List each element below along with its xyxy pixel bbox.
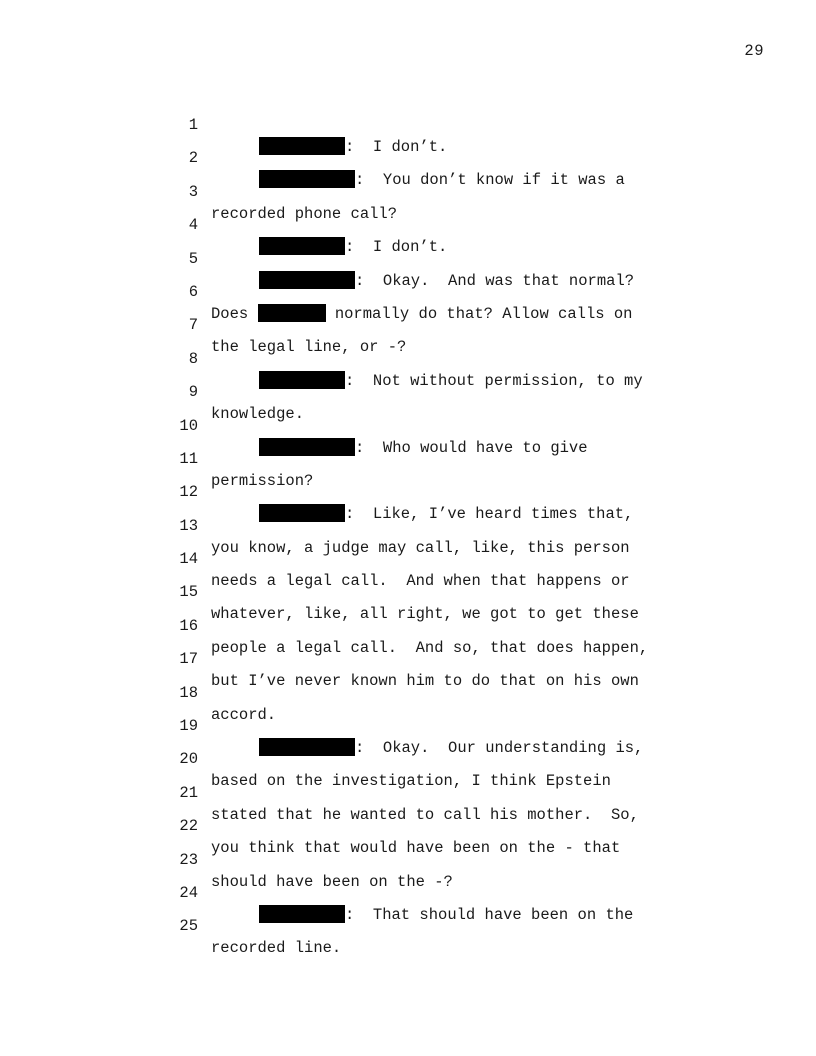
transcript-line [0, 426, 816, 490]
speaker-remark: : Who would have to give [355, 438, 588, 457]
transcript-line [0, 326, 816, 390]
line-number: 8 [188, 349, 198, 368]
line-number: 15 [179, 583, 198, 602]
line-text: recorded phone call? [211, 204, 398, 223]
transcript-line [0, 593, 816, 657]
line-number: 9 [188, 383, 198, 402]
line-number: 13 [179, 516, 198, 535]
transcript-line [0, 292, 816, 357]
transcript-line [0, 493, 816, 557]
transcript-line [0, 626, 816, 691]
line-number: 20 [179, 750, 198, 769]
line-text: needs a legal call. And when that happens or [211, 572, 630, 591]
transcript-line [0, 893, 816, 958]
transcript-line [0, 660, 816, 724]
line-text: should have been on the -? [211, 872, 453, 891]
page-number: 29 [744, 42, 764, 60]
line-text: the legal line, or -? [211, 338, 407, 357]
line-text: you know, a judge may call, like, this person [211, 538, 630, 557]
speaker-remark: : You don’t know if it was a [355, 171, 625, 190]
line-text: stated that he wanted to call his mother. So, [211, 805, 639, 824]
line-number: 6 [188, 282, 198, 301]
line-number: 12 [179, 483, 198, 502]
line-number: 17 [179, 650, 198, 669]
speaker-remark: : Okay. And was that normal? [355, 271, 635, 290]
line-text: based on the investigation, I think Epstein [211, 772, 611, 791]
line-number: 10 [179, 416, 198, 435]
line-text: but I’ve never known him to do that on his own [211, 672, 639, 691]
speaker-remark: : I don’t. [345, 238, 448, 257]
line-number: 24 [179, 883, 198, 902]
transcript-line [0, 793, 816, 858]
line-text: people a legal call. And so, that does happen, [211, 638, 649, 657]
speaker-remark: : Like, I’ve heard times that, [345, 505, 634, 524]
transcript-line [0, 693, 816, 758]
line-number: 21 [179, 783, 198, 802]
line-number: 3 [188, 182, 198, 201]
line-text: knowledge. [211, 405, 305, 424]
line-number: 18 [179, 683, 198, 702]
transcript-line [0, 226, 816, 290]
line-number: 2 [188, 149, 198, 168]
speaker-remark: : I don’t. [345, 138, 448, 156]
transcript-line [0, 259, 816, 323]
speaker-remark: : Not without permission, to my [345, 371, 643, 390]
line-text: accord. [211, 705, 277, 724]
line-number: 19 [179, 717, 198, 736]
transcript-body [0, 92, 816, 958]
transcript-line [0, 726, 816, 791]
line-text: permission? [211, 471, 314, 490]
line-number: 4 [188, 216, 198, 235]
transcript-line [0, 159, 816, 223]
line-number: 25 [179, 917, 198, 936]
line-text-prefix: Does [211, 304, 258, 323]
line-text: you think that would have been on the - that [211, 839, 621, 858]
transcript-line [0, 526, 816, 591]
line-number: 16 [179, 616, 198, 635]
transcript-line [0, 860, 816, 924]
line-number: 22 [179, 817, 198, 836]
transcript-line [0, 192, 816, 257]
transcript-line [0, 559, 816, 624]
transcript-line [0, 92, 816, 156]
line-number: 11 [179, 449, 198, 468]
line-text: whatever, like, all right, we got to get these [211, 605, 639, 624]
transcript-line [0, 459, 816, 524]
transcript-line [0, 359, 816, 424]
line-text-suffix: normally do that? Allow calls on [325, 304, 633, 323]
transcript-line [0, 125, 816, 190]
line-number: 7 [188, 316, 198, 335]
line-number: 14 [179, 550, 198, 569]
transcript-line [0, 393, 816, 457]
line-text: recorded line. [211, 939, 342, 958]
line-number: 5 [188, 249, 198, 268]
line-number: 1 [188, 116, 198, 134]
transcript-line [0, 827, 816, 891]
speaker-remark: : That should have been on the [345, 905, 634, 924]
speaker-remark: : Okay. Our understanding is, [355, 739, 644, 758]
line-number: 23 [179, 850, 198, 869]
transcript-line [0, 760, 816, 824]
